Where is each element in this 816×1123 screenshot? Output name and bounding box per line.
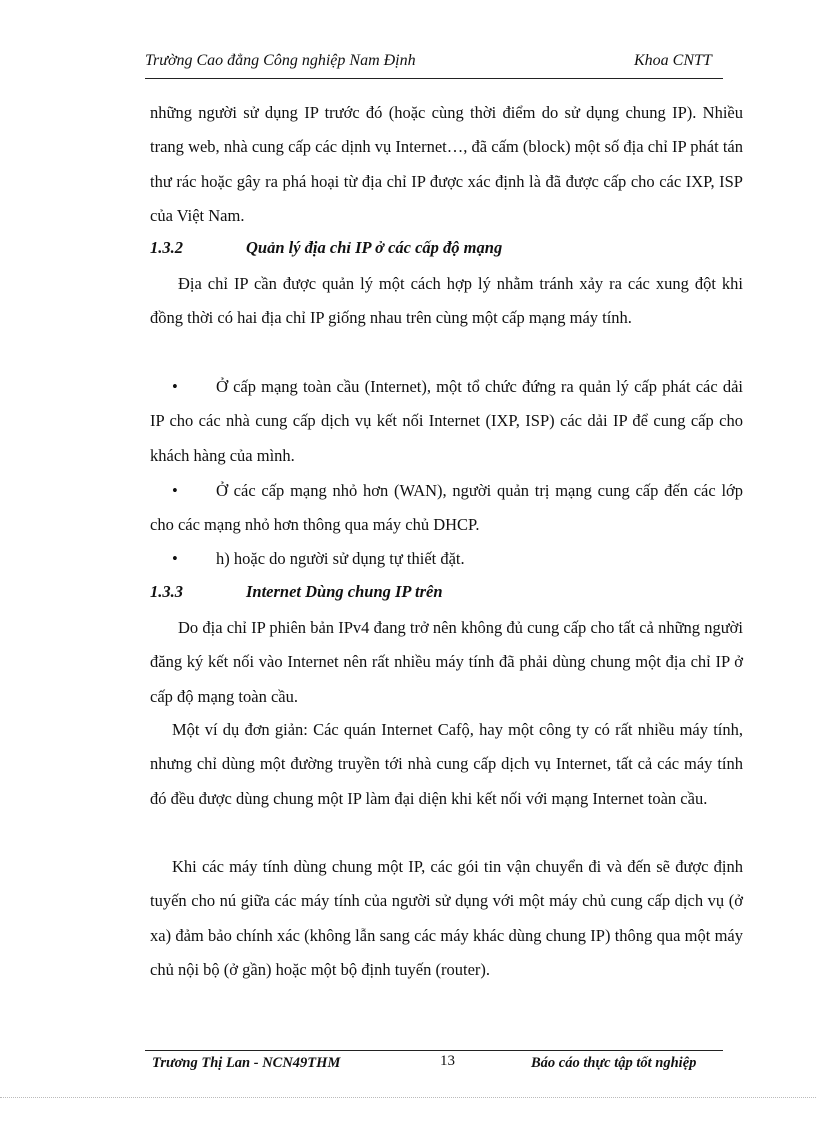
footer-divider <box>145 1050 723 1051</box>
section-heading-1-3-2 <box>150 236 502 260</box>
paragraph-routing: Khi các máy tính dùng chung một IP, các gói tin vận chuyển đi và đến sẽ được định tuyến cho nú giữa các máy tính của người sử dụng với một máy chủ cung cấp dịch vụ (ở xa) đảm bảo chính xác (không lẫn sang các máy khác dùng chung IP) thông qua một máy chủ nội bộ (ở gần) hoặc một bộ định tuyến (router). <box>150 857 743 979</box>
section-number: 1.3.2 <box>150 238 183 257</box>
footer-author: Trương Thị Lan - NCN49THM <box>152 1055 341 1071</box>
bullet-dot: • <box>172 377 178 396</box>
bullet-item-wan <box>150 474 743 543</box>
section-heading-1-3-3 <box>150 580 443 604</box>
paragraph-example: Một ví dụ đơn giản: Các quán Internet Cafộ, hay một công ty có rất nhiều máy tính, nhưng chỉ dùng một đường truyền tới nhà cung cấp dịch vụ Internet, tất cả các máy tính đó đều được dùng chung một IP làm đại diện khi kết nối với mạng Internet toàn cầu. <box>150 720 743 808</box>
footer-report-title: Báo cáo thực tập tốt nghiệp <box>531 1055 697 1071</box>
bullet-item-global <box>150 370 743 473</box>
bullet-text: Ở các cấp mạng nhỏ hơn (WAN), người quản trị mạng cung cấp đến các lớp cho các mạng nhỏ hơn thông qua máy chủ DHCP. <box>150 481 743 535</box>
section-title: Internet Dùng chung IP trên <box>246 582 443 601</box>
bullet-text: Ở cấp mạng toàn cầu (Internet), một tổ chức đứng ra quản lý cấp phát các dải IP cho các nhà cung cấp dịch vụ kết nối Internet (IXP, ISP) các dải IP để cung cấp cho khách hàng của mình. <box>150 377 743 465</box>
paragraph-ip-management: Địa chỉ IP cần được quản lý một cách hợp lý nhằm tránh xảy ra các xung đột khi đồng thời có hai địa chỉ IP giống nhau trên cùng một cấp mạng máy tính. <box>150 274 743 328</box>
section-title: Quản lý địa chỉ IP ở các cấp độ mạng <box>246 238 503 257</box>
bullet-dot: • <box>172 549 178 568</box>
bullet-dot: • <box>172 481 178 500</box>
bullet-text: h) hoặc do người sử dụng tự thiết đặt. <box>216 549 465 568</box>
header-department: Khoa CNTT <box>634 52 712 69</box>
section-number: 1.3.3 <box>150 582 183 601</box>
header-divider <box>145 78 723 79</box>
header-school: Trường Cao đẳng Công nghiệp Nam Định <box>145 52 416 69</box>
paragraph-continued: những người sử dụng IP trước đó (hoặc cùng thời điểm do sử dụng chung IP). Nhiều trang web, nhà cung cấp các dịnh vụ Internet…, đã cấm (block) một số địa chỉ IP phát tán thư rác hoặc gây ra phá hoại từ địa chỉ IP được xác định là đã được cấp cho các IXP, ISP của Việt Nam. <box>150 103 743 225</box>
page-bottom-edge <box>0 1097 816 1098</box>
page-number: 13 <box>440 1053 455 1069</box>
paragraph-ipv4-shortage: Do địa chỉ IP phiên bản IPv4 đang trở nên không đủ cung cấp cho tất cả những người đăng ký kết nối vào Internet nên rất nhiều máy tính đã phải dùng chung một địa chỉ IP ở cấp độ mạng toàn cầu. <box>150 618 743 706</box>
bullet-item-user <box>150 542 743 576</box>
